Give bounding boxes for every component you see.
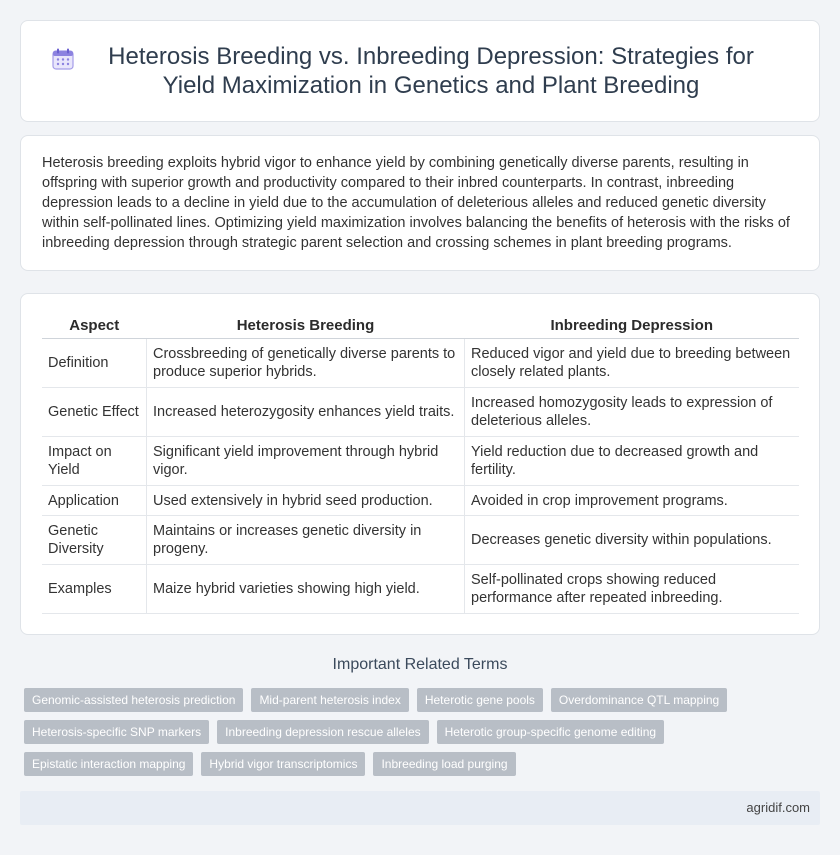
inbreeding-cell: Yield reduction due to decreased growth and fertility.: [465, 437, 800, 486]
related-terms-list: [24, 688, 824, 784]
footer-site[interactable]: agridif.com: [746, 800, 810, 815]
related-term-tag[interactable]: Hybrid vigor transcriptomics: [201, 752, 365, 776]
related-term-tag[interactable]: Epistatic interaction mapping: [24, 752, 193, 776]
page-title: Heterosis Breeding vs. Inbreeding Depression: Strategies for Yield Maximization in Genetics and Plant Breeding: [108, 43, 754, 99]
calendar-icon: [51, 47, 75, 71]
heterosis-cell: Used extensively in hybrid seed production.: [147, 486, 465, 516]
aspect-cell: Impact on Yield: [42, 437, 147, 486]
title-card: [20, 20, 820, 122]
aspect-cell: Application: [42, 486, 147, 516]
inbreeding-cell: Reduced vigor and yield due to breeding between closely related plants.: [465, 339, 800, 388]
intro-card: [20, 135, 820, 271]
related-term-tag[interactable]: Heterotic group-specific genome editing: [437, 720, 664, 744]
table-header-row: [42, 311, 799, 339]
header-heterosis: Heterosis Breeding: [147, 311, 465, 339]
heterosis-cell: Increased heterozygosity enhances yield traits.: [147, 388, 465, 437]
heterosis-cell: Maintains or increases genetic diversity in progeny.: [147, 516, 465, 565]
related-term-tag[interactable]: Heterosis-specific SNP markers: [24, 720, 209, 744]
comparison-card: [20, 293, 820, 635]
heterosis-cell: Significant yield improvement through hybrid vigor.: [147, 437, 465, 486]
aspect-cell: Definition: [42, 339, 147, 388]
tag-row: [24, 688, 824, 712]
related-term-tag[interactable]: Overdominance QTL mapping: [551, 688, 727, 712]
header-inbreeding: Inbreeding Depression: [465, 311, 800, 339]
table-row: [42, 565, 799, 614]
heterosis-cell: Crossbreeding of genetically diverse parents to produce superior hybrids.: [147, 339, 465, 388]
table-row: [42, 339, 799, 388]
related-term-tag[interactable]: Inbreeding depression rescue alleles: [217, 720, 428, 744]
related-term-tag[interactable]: Inbreeding load purging: [373, 752, 515, 776]
table-row: [42, 516, 799, 565]
related-term-tag[interactable]: Genomic-assisted heterosis prediction: [24, 688, 243, 712]
tag-row: [24, 720, 824, 744]
heterosis-cell: Maize hybrid varieties showing high yield.: [147, 565, 465, 614]
related-term-tag[interactable]: Heterotic gene pools: [417, 688, 543, 712]
inbreeding-cell: Avoided in crop improvement programs.: [465, 486, 800, 516]
aspect-cell: Examples: [42, 565, 147, 614]
footer-bar: [20, 791, 820, 825]
inbreeding-cell: Decreases genetic diversity within populations.: [465, 516, 800, 565]
aspect-cell: Genetic Diversity: [42, 516, 147, 565]
table-row: [42, 388, 799, 437]
tag-row: [24, 752, 824, 776]
comparison-table: [42, 311, 799, 614]
inbreeding-cell: Increased homozygosity leads to expression of deleterious alleles.: [465, 388, 800, 437]
aspect-cell: Genetic Effect: [42, 388, 147, 437]
table-row: [42, 486, 799, 516]
inbreeding-cell: Self-pollinated crops showing reduced performance after repeated inbreeding.: [465, 565, 800, 614]
related-terms-heading: Important Related Terms: [332, 656, 508, 673]
intro-paragraph: Heterosis breeding exploits hybrid vigor to enhance yield by combining genetically diverse parents, resulting in offspring with superior growth and productivity compared to their inbred counterparts. In contrast, inbreeding depression leads to a decline in yield due to the accumulation of deleterious alleles and reduced genetic diversity within self-pollinated lines. Optimizing yield maximization involves balancing the benefits of heterosis with the risks of inbreeding depression through strategic parent selection and crossing schemes in plant breeding programs.: [42, 155, 790, 251]
header-aspect: Aspect: [42, 311, 147, 339]
table-row: [42, 437, 799, 486]
related-term-tag[interactable]: Mid-parent heterosis index: [251, 688, 408, 712]
